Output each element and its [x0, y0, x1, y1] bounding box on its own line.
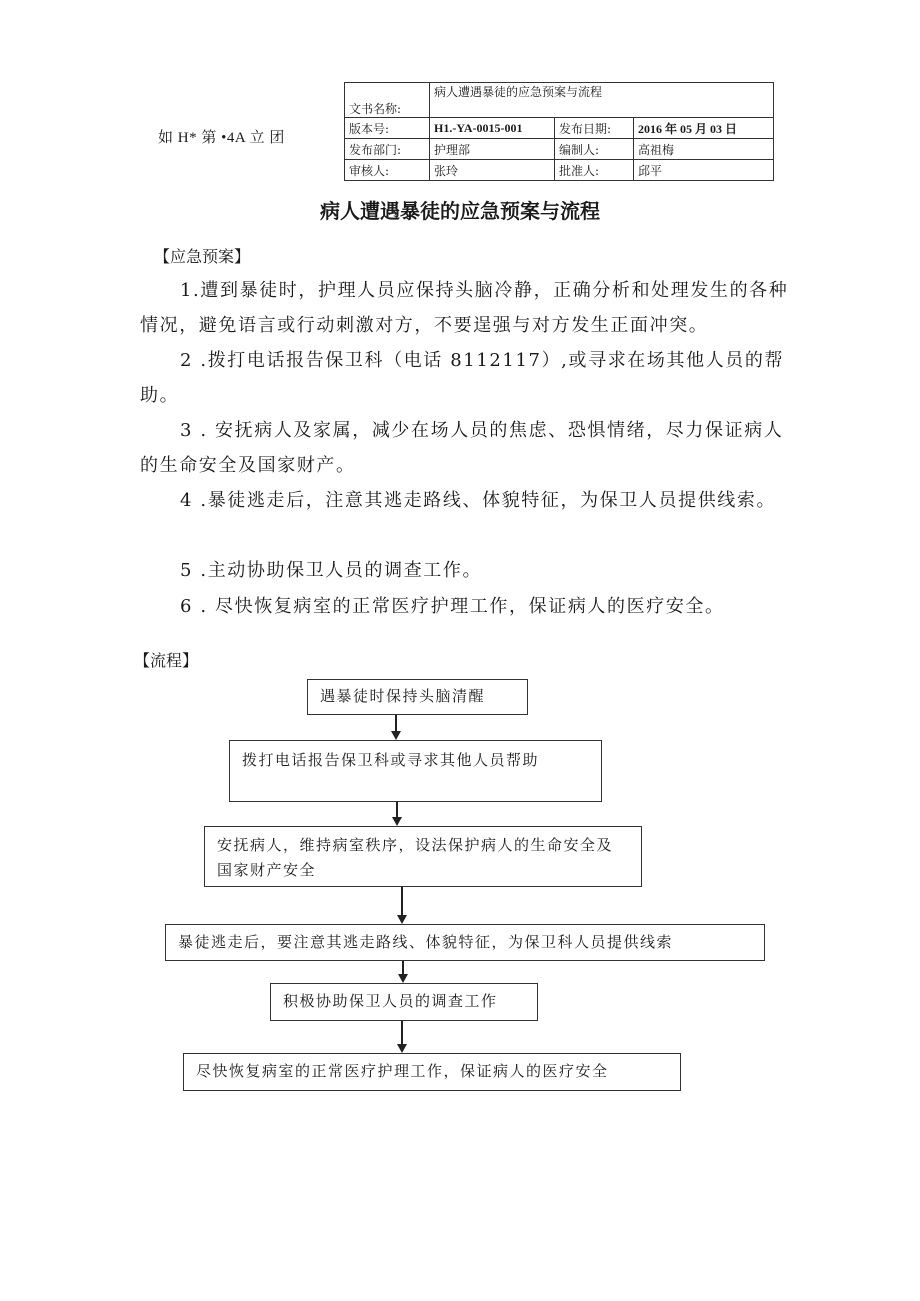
plan-item-5: 5 .主动协助保卫人员的调查工作。 — [180, 560, 483, 581]
version-value: H1.-YA-0015-001 — [430, 118, 555, 139]
flow-step-4: 暴徒逃走后，要注意其逃走路线、体貌特征，为保卫科人员提供线索 — [165, 924, 765, 961]
author-value: 高祖梅 — [634, 139, 774, 160]
department-value: 护理部 — [430, 139, 555, 160]
approver-value: 邱平 — [634, 160, 774, 181]
plan-item-6: 6 . 尽快恢复病室的正常医疗护理工作，保证病人的医疗安全。 — [180, 596, 725, 617]
flow-step-2: 拨打电话报告保卫科或寻求其他人员帮助 — [229, 740, 602, 802]
flow-step-3: 安抚病人，维持病室秩序，设法保护病人的生命安全及国家财产安全 — [204, 826, 642, 887]
flow-step-1: 遇暴徒时保持头脑清醒 — [307, 679, 528, 715]
reviewer-label: 审核人: — [345, 160, 430, 181]
author-label: 编制人: — [555, 139, 634, 160]
plan-item-4: 4 .暴徒逃走后，注意其逃走路线、体貌特征，为保卫人员提供线索。 — [180, 490, 777, 511]
doc-name-value: 病人遭遇暴徒的应急预案与流程 — [430, 83, 774, 118]
plan-item-1: 1.遭到暴徒时，护理人员应保持头脑冷静，正确分析和处理发生的各种情况，避免语言或行动刺激对方，不要逞强与对方发生正面冲突。 — [140, 280, 789, 336]
logo-text: 如 H* 第 •4A 立 团 — [158, 130, 285, 146]
plan-item-3: 3 . 安抚病人及家属，减少在场人员的焦虑、恐惧情绪，尽力保证病人的生命安全及国家财产。 — [140, 420, 784, 476]
publish-date-label: 发布日期: — [555, 118, 634, 139]
flow-section-label: 【流程】 — [134, 651, 199, 670]
version-label: 版本号: — [345, 118, 430, 139]
document-title: 病人遭遇暴徒的应急预案与流程 — [320, 199, 600, 223]
flow-step-5: 积极协助保卫人员的调查工作 — [270, 983, 538, 1021]
reviewer-value: 张玲 — [430, 160, 555, 181]
plan-item-2: 2 .拨打电话报告保卫科（电话 8112117）,或寻求在场其他人员的帮助。 — [140, 350, 785, 406]
approver-label: 批准人: — [555, 160, 634, 181]
flow-arrow-2 — [392, 802, 402, 826]
flow-step-6: 尽快恢复病室的正常医疗护理工作，保证病人的医疗安全 — [183, 1053, 681, 1091]
document-info-table — [344, 82, 774, 181]
plan-section-label: 【应急预案】 — [154, 247, 251, 266]
flow-arrow-3 — [397, 887, 407, 924]
flow-arrow-5 — [397, 1021, 407, 1053]
department-label: 发布部门: — [345, 139, 430, 160]
doc-name-label: 文书名称: — [345, 83, 430, 118]
flow-arrow-1 — [391, 715, 401, 740]
publish-date-value: 2016 年 05 月 03 日 — [634, 118, 774, 139]
flow-arrow-4 — [398, 961, 408, 983]
